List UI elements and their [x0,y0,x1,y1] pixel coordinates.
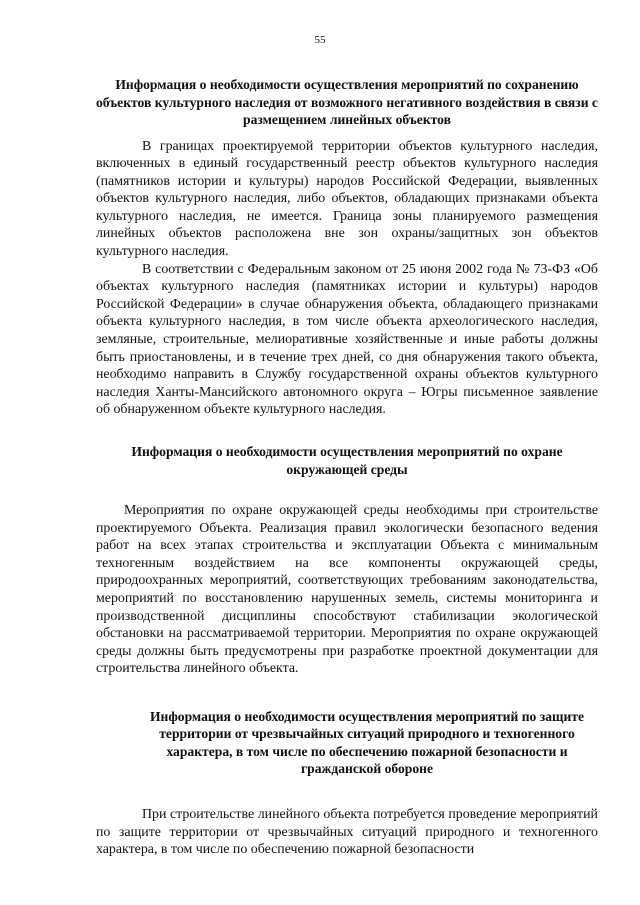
paragraph-cultural-heritage-boundaries: В границах проектируемой территории объектов культурного наследия, включенных в единый государственный реестр объектов культурного наследия (памятников истории и культуры) народов Российской Федерации, выявленных объектов культурного наследия, либо объектов, обладающих признаками объекта культурного наследия, не имеется. Граница зоны планируемого размещения линейных объектов расположена вне зон охраны/защитных зон объектов культурного наследия. [96,138,598,260]
document-body [96,70,598,859]
paragraph-federal-law-73: В соответствии с Федеральным законом от 25 июня 2002 года № 73-ФЗ «Об объектах культурного наследия (памятниках истории и культуры) народов Российской Федерации» в случае обнаружения объекта, обладающего признаками объекта культурного наследия, в том числе объекта археологического наследия, земляные, строительные, мелиоративные хозяйственные и иные работы должны быть приостановлены, и в течение трех дней, со дня обнаружения такого объекта, необходимо направить в Службу государственной охраны объектов культурного наследия Ханты-Мансийского автономного округа – Югры письменное заявление об обнаруженном объекте культурного наследия. [96,261,598,418]
paragraph-environment-measures: Мероприятия по охране окружающей среды необходимы при строительстве проектируемого Объекта. Реализация правил экологически безопасного ведения работ на всех этапах строительства и эксплуатации Объекта с минимальным техногенным воздействием на все компоненты окружающей среды, природоохранных мероприятий, соответствующих требованиям законодательства, мероприятий по восстановлению нарушенных земель, системы мониторинга и производственной дисциплины способствуют стабилизации экологической обстановки на рассматриваемой территории. Мероприятия по охране окружающей среды должны быть предусмотрены при разработке проектной документации для строительства линейного объекта. [96,503,598,677]
section-heading-emergency: Информация о необходимости осуществления мероприятий по защите территории от чрезвычайных ситуаций природного и техногенного характера, в том числе по обеспечению пожарной безопасности и гражданской обороне [149,708,585,777]
section-heading-environment: Информация о необходимости осуществления мероприятий по охране окружающей среды [131,444,563,477]
section-heading-cultural-heritage: Информация о необходимости осуществления мероприятий по сохранению объектов культурного наследия от возможного негативного воздействия в связи с размещением линейных объектов [96,77,598,127]
page-number: 55 [314,34,326,46]
paragraph-emergency-measures: При строительстве линейного объекта потребуется проведение мероприятий по защите территории от чрезвычайных ситуаций природного и техногенного характера, в том числе по обеспечению пожарной безопасности [96,806,598,858]
